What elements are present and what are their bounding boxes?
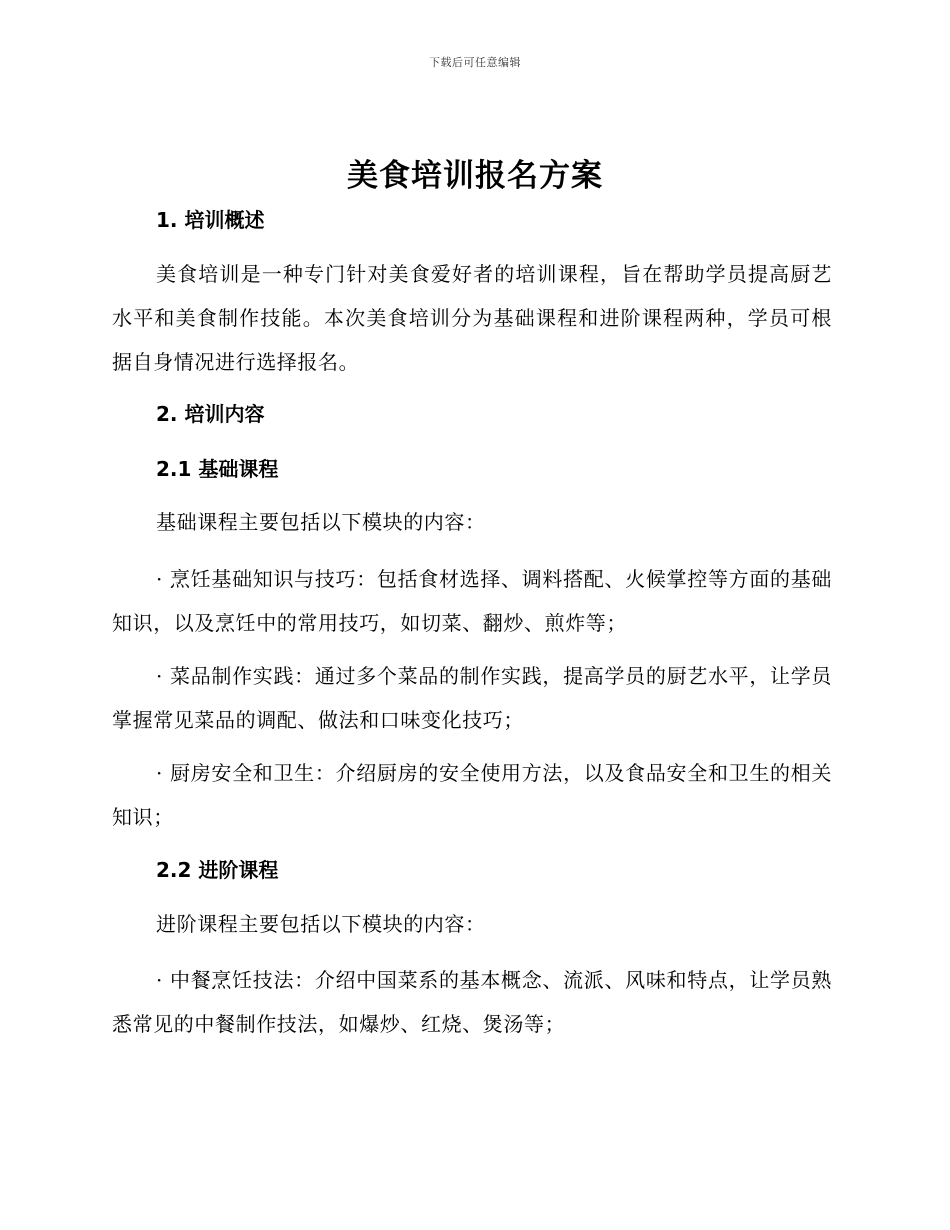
list-item-basic-3: · 厨房安全和卫生：介绍厨房的安全使用方法，以及食品安全和卫生的相关知识； [112, 761, 832, 829]
subsection-heading-advanced: 2.2 进阶课程 [156, 858, 279, 882]
section-heading-content: 2. 培训内容 [156, 402, 265, 426]
paragraph-overview: 美食培训是一种专门针对美食爱好者的培训课程，旨在帮助学员提高厨艺水平和美食制作技能。本次美食培训分为基础课程和进阶课程两种，学员可根据自身情况进行选择报名。 [112, 262, 832, 374]
list-item-basic-1: · 烹饪基础知识与技巧：包括食材选择、调料搭配、火候掌控等方面的基础知识，以及烹饪中的常用技巧，如切菜、翻炒、煎炸等； [112, 567, 832, 635]
document-title: 美食培训报名方案 [347, 158, 603, 194]
list-item-advanced-1: · 中餐烹饪技法：介绍中国菜系的基本概念、流派、风味和特点，让学员熟悉常见的中餐制作技法，如爆炒、红烧、煲汤等； [112, 968, 832, 1036]
section-heading-overview: 1. 培训概述 [156, 208, 265, 232]
list-item-basic-2: · 菜品制作实践：通过多个菜品的制作实践，提高学员的厨艺水平，让学员掌握常见菜品的调配、做法和口味变化技巧； [112, 664, 832, 732]
header-note: 下载后可任意编辑 [429, 56, 521, 69]
paragraph-basic-intro: 基础课程主要包括以下模块的内容： [156, 510, 486, 534]
paragraph-advanced-intro: 进阶课程主要包括以下模块的内容： [156, 912, 486, 936]
subsection-heading-basic: 2.1 基础课程 [156, 457, 279, 481]
